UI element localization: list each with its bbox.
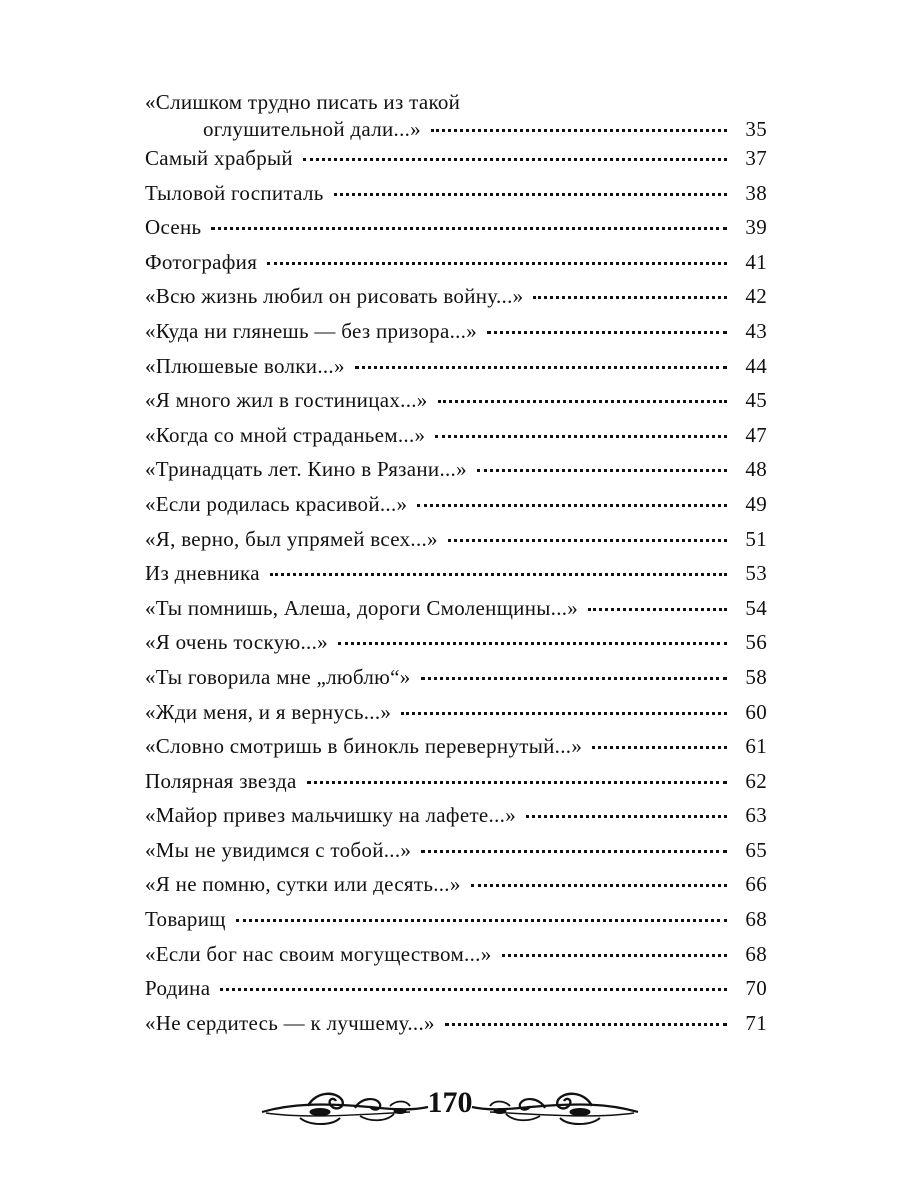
toc-entry-title: Родина	[145, 976, 211, 1001]
toc-entry	[145, 907, 767, 942]
dot-leader	[307, 781, 727, 784]
toc-entry-title: «Если бог нас своим могуществом...»	[145, 941, 492, 966]
toc-entry-title: Фотография	[145, 249, 258, 274]
toc-entry-title: «Плюшевые волки...»	[145, 353, 345, 378]
toc-entry-page: 60	[745, 699, 767, 724]
dot-leader	[303, 158, 727, 161]
toc-entry-page: 37	[745, 146, 767, 170]
toc-entry-title: Самый храбрый	[145, 146, 293, 170]
toc-entry-title: «Если родилась красивой...»	[145, 491, 408, 516]
toc-entry-page: 63	[745, 803, 767, 828]
toc-entry	[145, 1011, 767, 1046]
toc-entry-page: 35	[745, 117, 767, 141]
toc-entry-page: 62	[745, 768, 767, 793]
toc-entry	[145, 942, 767, 977]
toc-entry-page: 54	[745, 595, 767, 620]
toc-entry-title: «Я не помню, сутки или десять...»	[145, 872, 461, 897]
toc-entry	[145, 88, 767, 146]
toc-entry-page: 70	[745, 976, 767, 1001]
toc-entry-page: 66	[745, 872, 767, 897]
dot-leader	[211, 227, 727, 230]
dot-leader	[477, 469, 727, 472]
toc-entry	[145, 457, 767, 492]
toc-entry-title: Осень	[145, 215, 202, 240]
toc-entry-title: «Мы не увидимся с тобой...»	[145, 837, 412, 862]
toc-entry	[145, 596, 767, 631]
toc-entry-page: 56	[745, 630, 767, 655]
toc-entry-page: 61	[745, 734, 767, 759]
toc-entry-page: 65	[745, 837, 767, 862]
dot-leader	[431, 129, 727, 132]
dot-leader	[435, 435, 727, 438]
toc-entry-title: «Тринадцать лет. Кино в Рязани...»	[145, 457, 467, 482]
toc-entry	[145, 665, 767, 700]
toc-entry	[145, 181, 767, 216]
table-of-contents	[145, 88, 767, 1045]
toc-entry-title: Товарищ	[145, 907, 226, 932]
dot-leader	[533, 296, 727, 299]
dot-leader	[588, 608, 727, 611]
dot-leader	[592, 746, 727, 749]
toc-entry	[145, 700, 767, 735]
toc-entry-page: 39	[745, 215, 767, 240]
toc-entry-page: 48	[745, 457, 767, 482]
toc-entry-title: «Я, верно, был упрямей всех...»	[145, 526, 438, 551]
toc-entry	[145, 492, 767, 527]
toc-entry	[145, 250, 767, 285]
toc-entry-title: «Всю жизнь любил он рисовать войну...»	[145, 284, 524, 309]
toc-entry-page: 45	[745, 388, 767, 413]
toc-entry	[145, 284, 767, 319]
dot-leader	[236, 919, 727, 922]
toc-entry-title: Полярная звезда	[145, 768, 297, 793]
toc-entry	[145, 319, 767, 354]
page-number: 170	[427, 1086, 473, 1119]
page-footer	[260, 1082, 640, 1132]
dot-leader	[334, 193, 727, 196]
toc-entry	[145, 561, 767, 596]
dot-leader	[220, 988, 727, 991]
toc-entry-title-line1: «Слишком трудно писать из такой	[145, 90, 461, 114]
toc-entry-title: «Я много жил в гостиницах...»	[145, 388, 428, 413]
toc-entry	[145, 630, 767, 665]
toc-entry-page: 43	[745, 318, 767, 343]
toc-entry	[145, 527, 767, 562]
toc-entry-page: 58	[745, 664, 767, 689]
toc-entry-title: «Не сердитесь — к лучшему...»	[145, 1010, 435, 1035]
dot-leader	[438, 400, 727, 403]
toc-entry	[145, 388, 767, 423]
dot-leader	[502, 954, 728, 957]
toc-entry-page: 53	[745, 561, 767, 586]
toc-entry	[145, 215, 767, 250]
toc-entry-page: 49	[745, 491, 767, 516]
toc-entry-page: 68	[745, 907, 767, 932]
toc-entry	[145, 354, 767, 389]
toc-entry	[145, 146, 767, 181]
toc-entry-title: Из дневника	[145, 561, 260, 586]
toc-entry-page: 42	[745, 284, 767, 309]
dot-leader	[338, 642, 727, 645]
toc-entry	[145, 769, 767, 804]
dot-leader	[471, 884, 727, 887]
toc-entry-page: 38	[745, 180, 767, 205]
toc-entry-title: «Жди меня, и я вернусь...»	[145, 699, 392, 724]
dot-leader	[270, 573, 727, 576]
toc-entry-page: 44	[745, 353, 767, 378]
dot-leader	[355, 366, 727, 369]
toc-entry-title: «Словно смотришь в бинокль перевернутый...»	[145, 734, 583, 759]
toc-entry	[145, 734, 767, 769]
toc-entry-title: «Когда со мной страданьем...»	[145, 422, 426, 447]
toc-entry-page: 68	[745, 941, 767, 966]
dot-leader	[445, 1023, 727, 1026]
toc-entry-title: «Куда ни глянешь — без призора...»	[145, 318, 478, 343]
dot-leader	[401, 712, 727, 715]
toc-entry-title: «Я очень тоскую...»	[145, 630, 328, 655]
dot-leader	[526, 815, 727, 818]
toc-entry-page: 71	[745, 1010, 767, 1035]
toc-entry-title: «Майор привез мальчишку на лафете...»	[145, 803, 516, 828]
toc-entry	[145, 423, 767, 458]
toc-entry-page: 41	[745, 249, 767, 274]
toc-entry-title: «Ты говорила мне „люблю“»	[145, 664, 411, 689]
toc-entry	[145, 872, 767, 907]
dot-leader	[448, 539, 727, 542]
toc-entry-title: оглушительной дали...»	[203, 117, 421, 141]
toc-entry-page: 47	[745, 422, 767, 447]
dot-leader	[487, 331, 727, 334]
dot-leader	[417, 504, 727, 507]
toc-entry-page: 51	[745, 526, 767, 551]
toc-entry-title: «Ты помнишь, Алеша, дороги Смоленщины...»	[145, 595, 579, 620]
toc-entry	[145, 803, 767, 838]
toc-entry	[145, 976, 767, 1011]
dot-leader	[421, 850, 727, 853]
dot-leader	[421, 677, 727, 680]
toc-entry-title: Тыловой госпиталь	[145, 180, 324, 205]
toc-entry	[145, 838, 767, 873]
dot-leader	[267, 262, 727, 265]
